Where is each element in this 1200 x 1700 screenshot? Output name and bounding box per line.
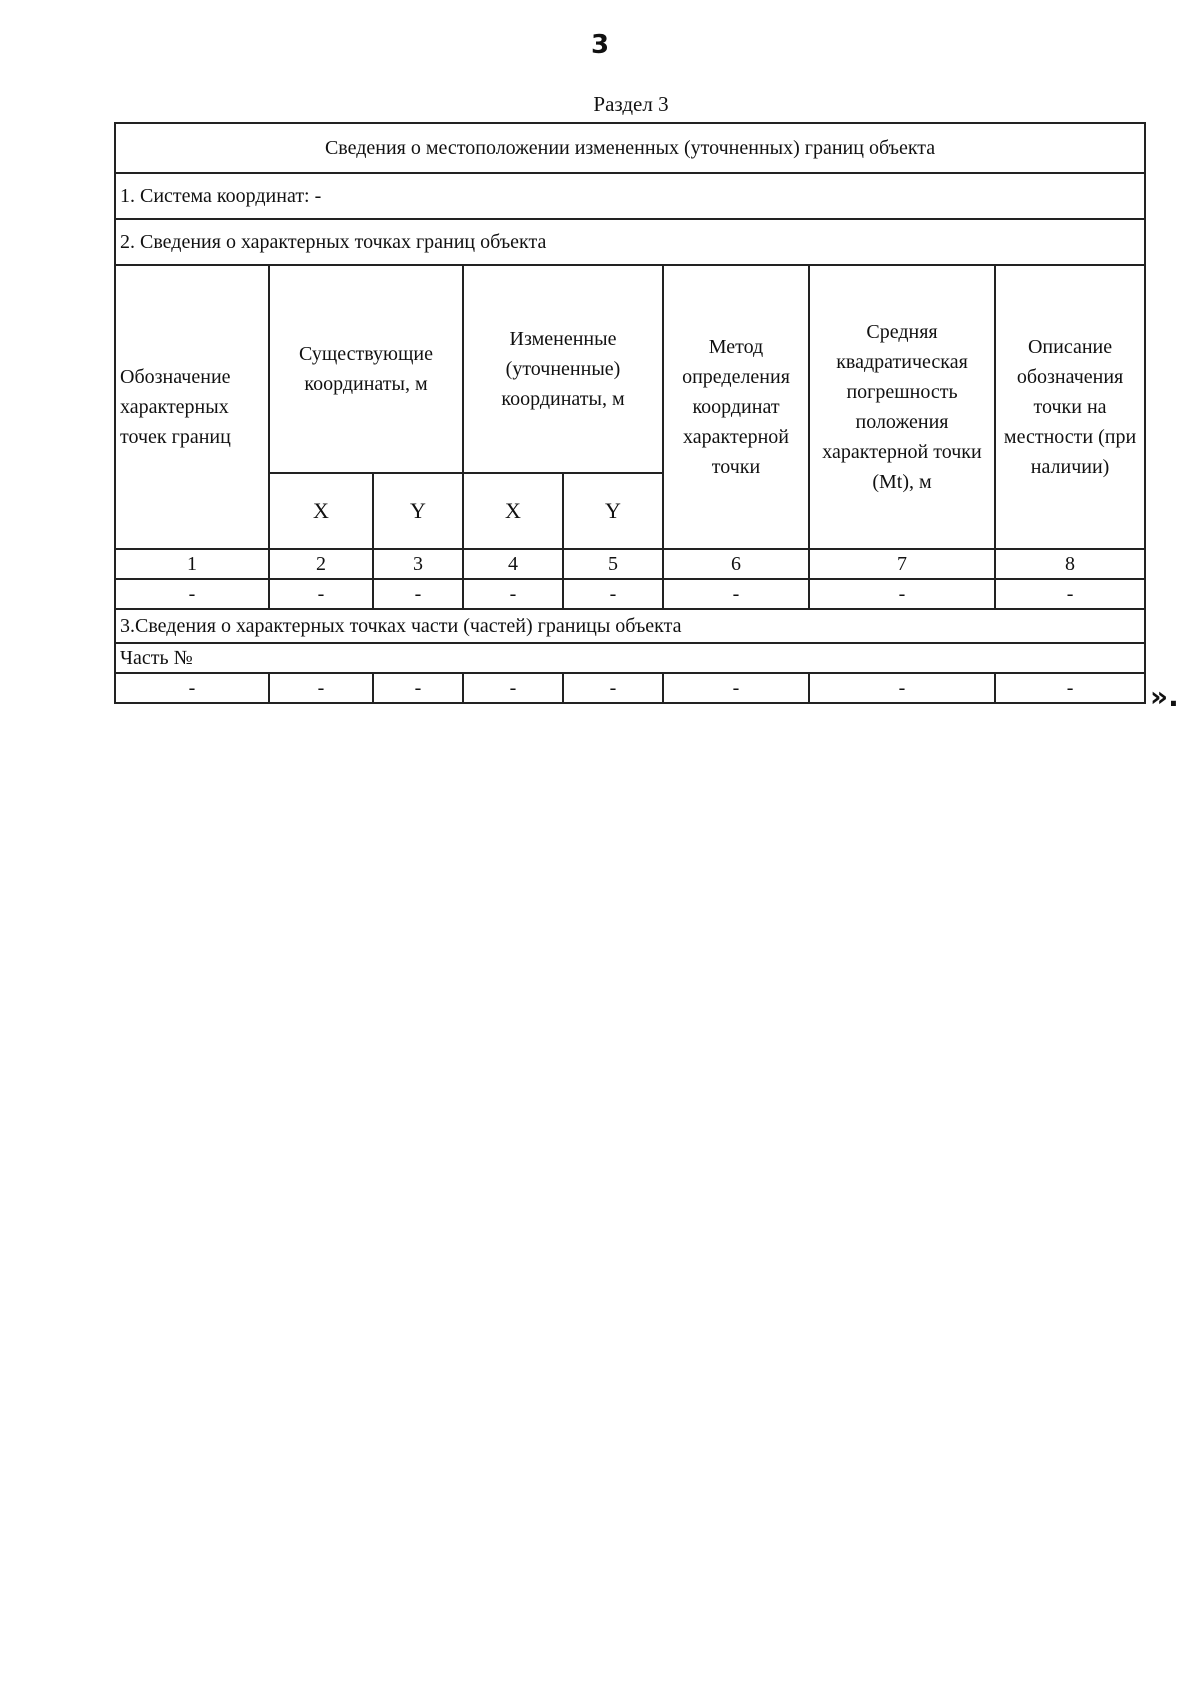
table-cell: - xyxy=(373,673,463,703)
header-method: Метод определения координат характерной точки xyxy=(663,265,809,549)
table-cell: - xyxy=(115,579,269,609)
table-cell: - xyxy=(463,579,563,609)
table-cell: - xyxy=(995,673,1145,703)
header-error: Средняя квадратическая погрешность положения характерной точки (Mt), м xyxy=(809,265,995,549)
table-cell: - xyxy=(563,579,663,609)
column-number: 5 xyxy=(563,549,663,579)
table-row xyxy=(115,579,1145,609)
table-row xyxy=(115,673,1145,703)
table-cell: - xyxy=(269,579,373,609)
column-number: 2 xyxy=(269,549,373,579)
points-heading: 2. Сведения о характерных точках границ объекта xyxy=(115,219,1145,265)
header-designation: Обозначение характерных точек границ xyxy=(115,265,269,549)
header-x-changed: X xyxy=(463,473,563,549)
table-cell: - xyxy=(809,673,995,703)
column-number: 1 xyxy=(115,549,269,579)
table-cell: - xyxy=(563,673,663,703)
part-label: Часть № xyxy=(115,643,1145,673)
table-title: Сведения о местоположении измененных (уточненных) границ объекта xyxy=(115,123,1145,173)
closing-quote: ». xyxy=(1150,680,1179,713)
table-cell: - xyxy=(463,673,563,703)
header-description: Описание обозначения точки на местности (при наличии) xyxy=(995,265,1145,549)
boundary-table xyxy=(114,122,1146,704)
section-label: Раздел 3 xyxy=(593,92,669,116)
table-cell: - xyxy=(269,673,373,703)
table-cell: - xyxy=(115,673,269,703)
header-y-changed: Y xyxy=(563,473,663,549)
table-cell: - xyxy=(995,579,1145,609)
header-y-existing: Y xyxy=(373,473,463,549)
table-cell: - xyxy=(809,579,995,609)
column-number: 6 xyxy=(663,549,809,579)
table-cell: - xyxy=(663,673,809,703)
coord-system-row: 1. Система координат: - xyxy=(115,173,1145,219)
table-cell: - xyxy=(373,579,463,609)
header-x-existing: X xyxy=(269,473,373,549)
column-number: 3 xyxy=(373,549,463,579)
page-number: 3 xyxy=(590,30,610,60)
table-cell: - xyxy=(663,579,809,609)
column-number: 7 xyxy=(809,549,995,579)
header-existing: Существующие координаты, м xyxy=(269,265,463,473)
column-number: 4 xyxy=(463,549,563,579)
parts-heading: 3.Сведения о характерных точках части (частей) границы объекта xyxy=(115,609,1145,643)
column-number: 8 xyxy=(995,549,1145,579)
column-number-row xyxy=(115,549,1145,579)
header-changed: Измененные (уточненные) координаты, м xyxy=(463,265,663,473)
